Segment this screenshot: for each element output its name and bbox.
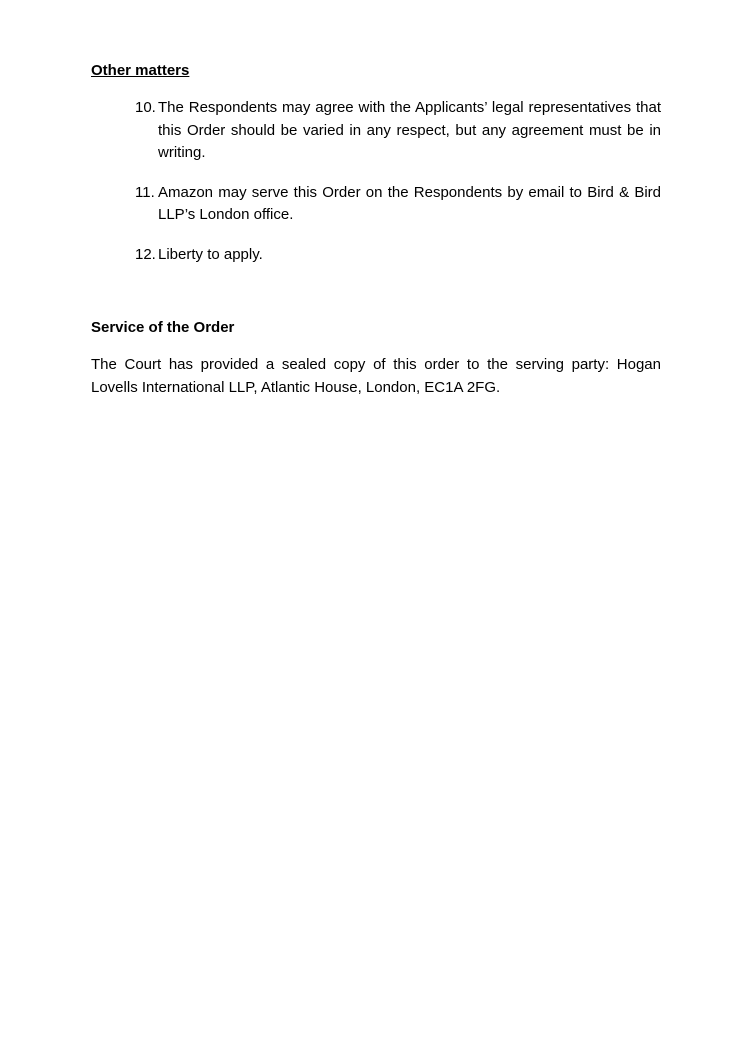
list-item	[135, 97, 661, 165]
list-item-number: 11.	[135, 183, 155, 201]
list-item	[135, 244, 661, 267]
service-paragraph: The Court has provided a sealed copy of this order to the serving party: Hogan Lovells International LLP, Atlantic House, London, EC1A 2FG.	[91, 356, 661, 396]
list-item-text: Amazon may serve this Order on the Respondents by email to Bird & Bird LLP’s London office.	[158, 183, 661, 223]
list-item-number: 10.	[135, 99, 156, 116]
document-content	[91, 62, 661, 399]
list-item-text: Liberty to apply.	[158, 245, 263, 263]
list-item-number: 12.	[135, 245, 156, 263]
numbered-list	[91, 97, 661, 266]
list-item	[135, 182, 661, 227]
section-heading-other-matters: Other matters	[91, 62, 190, 79]
list-item-text: The Respondents may agree with the Applicants’ legal representatives that this Order should be varied in any respect, but any agreement must be in writing.	[158, 99, 661, 161]
section-heading-service-of-the-order: Service of the Order	[91, 319, 235, 336]
